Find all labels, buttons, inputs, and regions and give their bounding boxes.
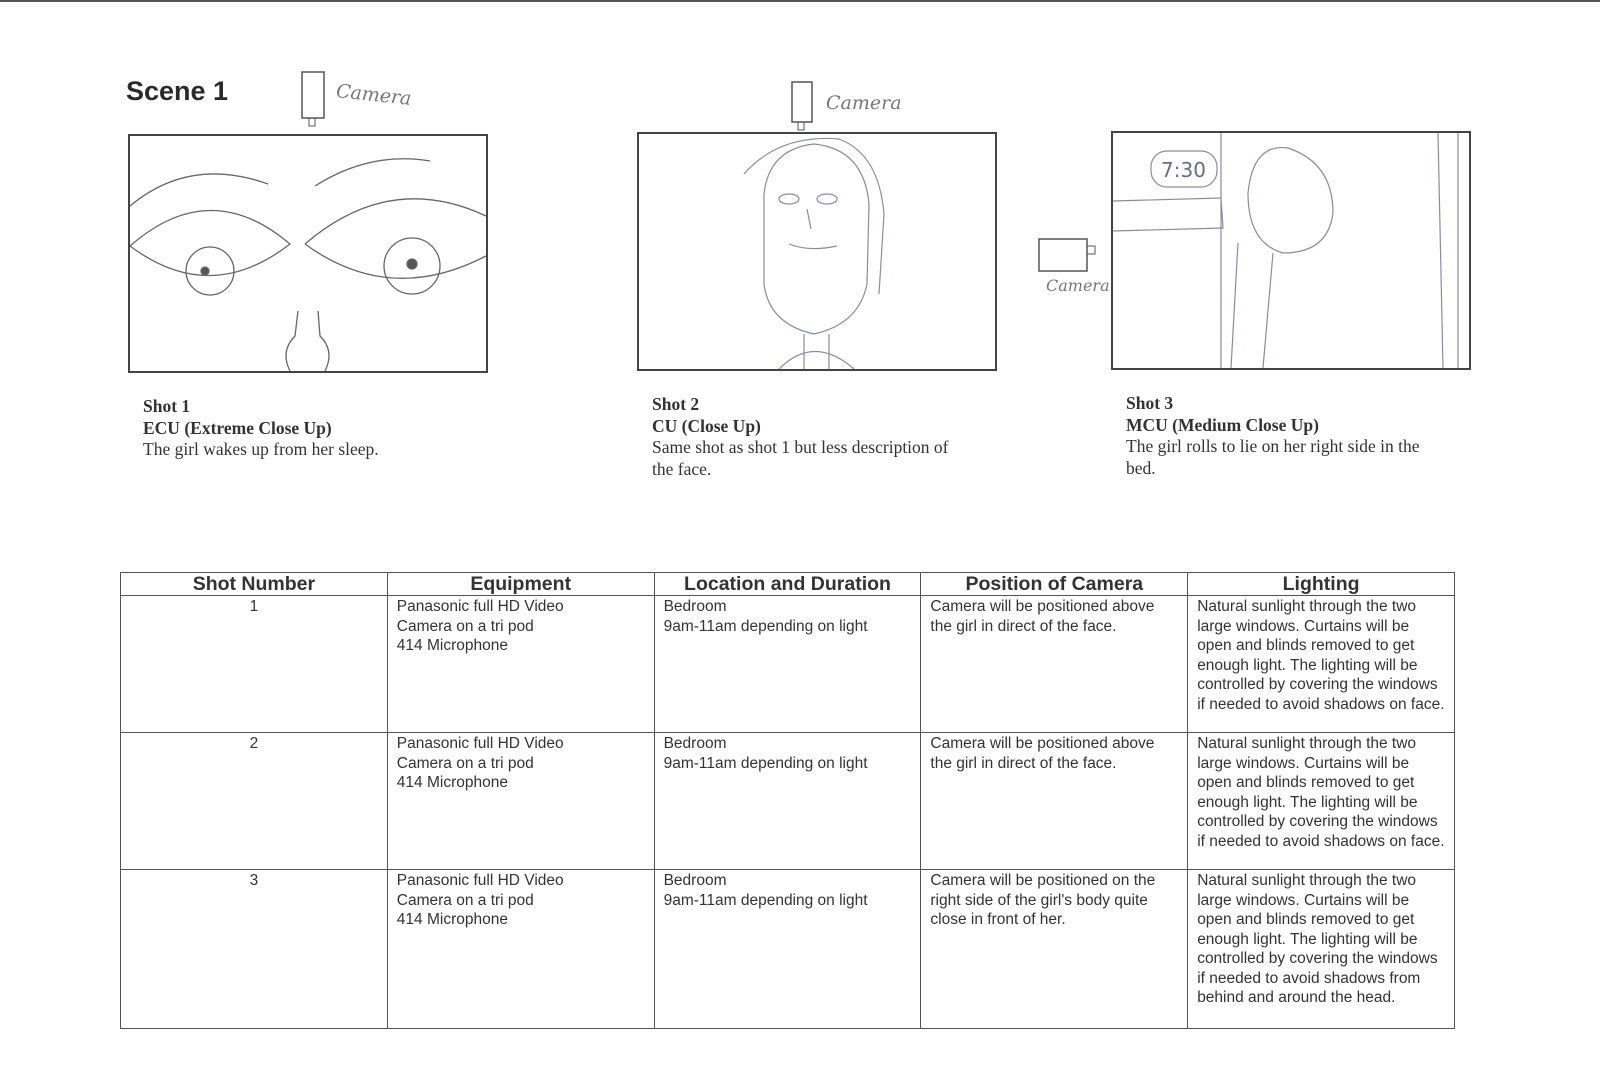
camera-position-cell: Camera will be positioned on the right side of the girl's body quite close in front of her. — [921, 870, 1188, 1029]
table-row — [121, 733, 1455, 870]
shot-title: Shot 3 — [1126, 393, 1174, 413]
shot-type: CU (Close Up) — [652, 415, 761, 436]
equipment-cell — [387, 870, 654, 1029]
duration: 9am-11am depending on light — [663, 754, 868, 772]
header-equipment: Equipment — [387, 573, 654, 596]
duration: 9am-11am depending on light — [663, 891, 868, 909]
clock-time: 7:30 — [1161, 158, 1206, 182]
camera-position-cell: Camera will be positioned above the girl in direct of the face. — [921, 596, 1188, 733]
shot-3-sketch — [1111, 131, 1471, 370]
equipment-cell — [387, 733, 654, 870]
table-header-row — [121, 573, 1455, 596]
camera-label: Camera — [826, 92, 902, 114]
shot-description: The girl rolls to lie on her right side in the bed. — [1126, 436, 1420, 478]
camera-icon — [1036, 236, 1100, 276]
shot-description: Same shot as shot 1 but less description of the face. — [652, 437, 949, 479]
location-cell — [654, 870, 921, 1029]
shot-3-caption — [1126, 393, 1426, 479]
camera-icon — [298, 70, 328, 132]
equipment-item: Panasonic full HD Video Camera on a tri pod — [396, 735, 564, 772]
shot-number: 2 — [121, 733, 388, 870]
camera-icon — [788, 80, 818, 134]
lighting-cell: Natural sunlight through the two large windows. Curtains will be open and blinds removed to get enough light. The lighting will be controlled by covering the windows if needed to avoid shadows on face. — [1188, 733, 1455, 870]
location: Bedroom — [663, 872, 727, 889]
equipment-cell — [387, 596, 654, 733]
shot-title: Shot 1 — [143, 396, 191, 416]
shot-title: Shot 2 — [652, 394, 700, 414]
camera-label: Camera — [335, 80, 413, 110]
duration: 9am-11am depending on light — [663, 617, 868, 635]
header-camera-position: Position of Camera — [921, 573, 1188, 596]
location: Bedroom — [663, 598, 727, 615]
equipment-item: Panasonic full HD Video Camera on a tri pod — [396, 872, 564, 909]
camera-label: Camera — [1046, 276, 1110, 295]
location-cell — [654, 733, 921, 870]
table-row — [121, 596, 1455, 733]
shot-2-sketch — [637, 132, 997, 371]
shot-type: MCU (Medium Close Up) — [1126, 414, 1319, 435]
shot-list-table — [120, 572, 1455, 1029]
header-shot-number: Shot Number — [121, 573, 388, 596]
equipment-item: 414 Microphone — [396, 911, 508, 928]
shot-type: ECU (Extreme Close Up) — [143, 417, 332, 438]
table-row — [121, 870, 1455, 1029]
equipment-item: 414 Microphone — [396, 774, 508, 791]
equipment-item: Panasonic full HD Video Camera on a tri pod — [396, 598, 564, 635]
camera-position-cell: Camera will be positioned above the girl in direct of the face. — [921, 733, 1188, 870]
equipment-item: 414 Microphone — [396, 637, 508, 654]
header-location-duration: Location and Duration — [654, 573, 921, 596]
shot-number: 3 — [121, 870, 388, 1029]
shot-2-caption — [652, 394, 962, 480]
page-top-edge — [0, 0, 1600, 2]
header-lighting: Lighting — [1188, 573, 1455, 596]
shot-1-caption — [143, 396, 443, 461]
shot-1-sketch — [128, 134, 488, 373]
location: Bedroom — [663, 735, 727, 752]
shot-number: 1 — [121, 596, 388, 733]
lighting-cell: Natural sunlight through the two large windows. Curtains will be open and blinds removed to get enough light. The lighting will be controlled by covering the windows if needed to avoid shadows from behind and around the head. — [1188, 870, 1455, 1029]
shot-description: The girl wakes up from her sleep. — [143, 439, 379, 459]
lighting-cell: Natural sunlight through the two large windows. Curtains will be open and blinds removed to get enough light. The lighting will be controlled by covering the windows if needed to avoid shadows on face. — [1188, 596, 1455, 733]
scene-title: Scene 1 — [126, 76, 229, 106]
location-cell — [654, 596, 921, 733]
